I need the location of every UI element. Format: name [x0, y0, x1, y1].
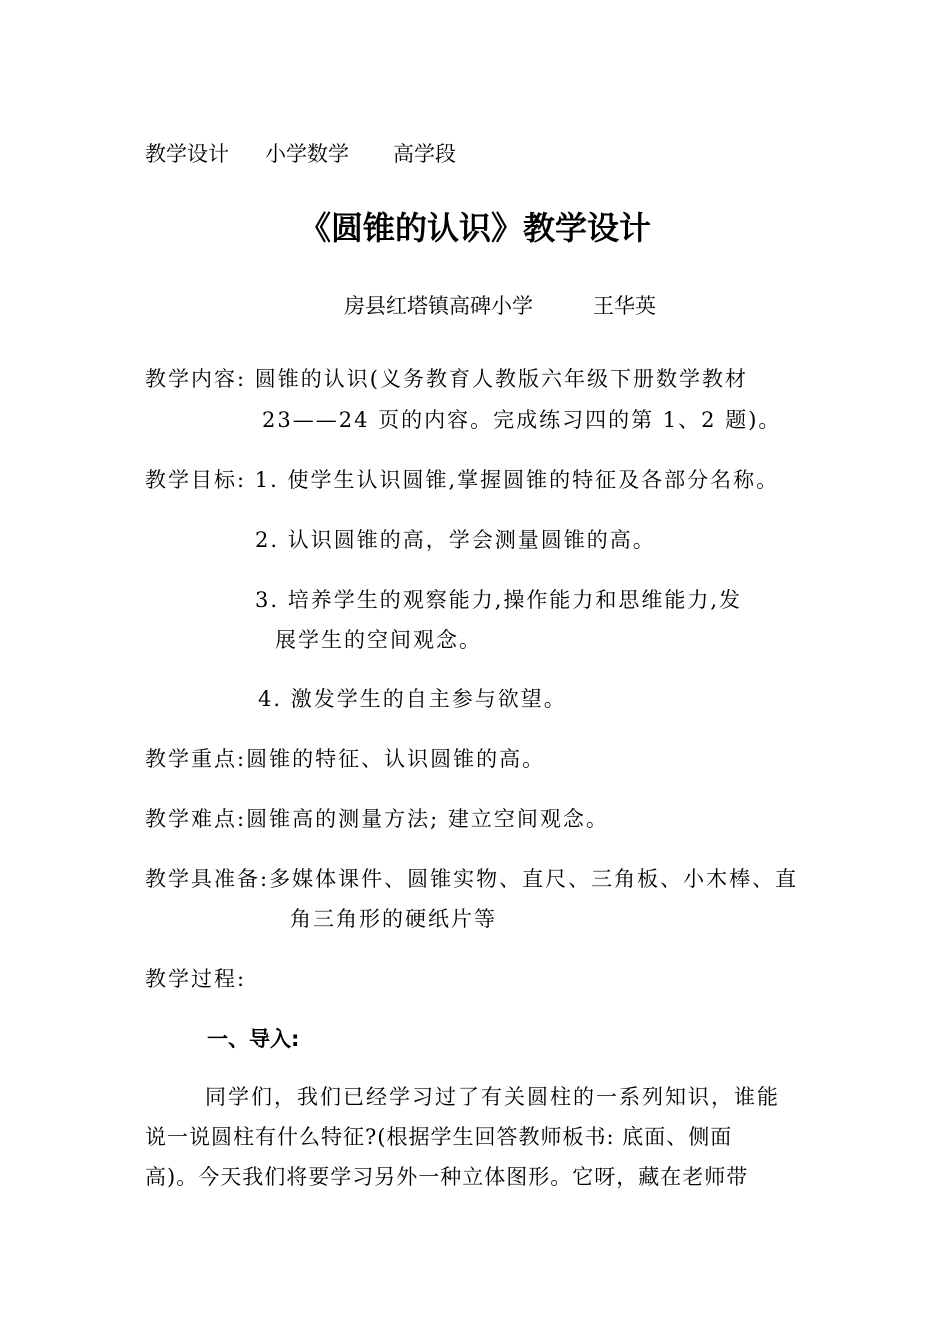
key-points-line [145, 747, 545, 771]
difficulties-line [145, 807, 609, 831]
materials-text-2: 角三角形的硬纸片等 [290, 907, 497, 931]
goal-item-2: 2. 认识圆锥的高，学会测量圆锥的高。 [255, 528, 656, 552]
key-points-text: 圆锥的特征、认识圆锥的高。 [246, 747, 546, 771]
content-text-1: 圆锥的认识(义务教育人教版六年级下册数学教材 [254, 367, 748, 391]
header-line [145, 142, 456, 166]
header-label-design: 教学设计 [145, 142, 229, 166]
difficulties-label: 教学难点: [145, 807, 247, 831]
materials-line-1 [145, 867, 798, 891]
document-title: 《圆锥的认识》教学设计 [298, 209, 651, 247]
content-text-2: 23——24 页的内容。完成练习四的第 1、2 题)。 [262, 408, 782, 432]
key-points-label: 教学重点: [145, 747, 247, 771]
section-heading-intro: 一、导入: [207, 1027, 300, 1051]
materials-text-1: 多媒体课件、圆锥实物、直尺、三角板、小木棒、直 [269, 867, 799, 891]
content-label: 教学内容: [145, 367, 247, 391]
intro-paragraph-line-1: 同学们，我们已经学习过了有关圆柱的一系列知识，谁能 [205, 1085, 780, 1109]
process-label: 教学过程: [145, 967, 247, 991]
header-label-level: 高学段 [393, 142, 456, 166]
goals-label: 教学目标: [145, 468, 247, 492]
content-line-1 [145, 367, 748, 391]
materials-label: 教学具准备: [145, 867, 270, 891]
goal-item-1: 1. 使学生认识圆锥,掌握圆锥的特征及各部分名称。 [254, 468, 780, 492]
author-line [0, 294, 950, 318]
difficulties-text: 圆锥高的测量方法; 建立空间观念。 [246, 807, 609, 831]
intro-paragraph-line-2: 说一说圆柱有什么特征?(根据学生回答教师板书: 底面、侧面 [145, 1125, 733, 1149]
header-label-subject: 小学数学 [265, 142, 349, 166]
intro-paragraph-line-3: 高)。今天我们将要学习另外一种立体图形。它呀，藏在老师带 [145, 1165, 749, 1189]
author-name: 王华英 [593, 294, 656, 318]
goal-item-4: 4. 激发学生的自主参与欲望。 [258, 687, 567, 711]
goal-item-3-line-1: 3. 培养学生的观察能力,操作能力和思维能力,发 [255, 588, 743, 612]
author-school: 房县红塔镇高碑小学 [344, 294, 533, 318]
goals-line-1 [145, 468, 779, 492]
goal-item-3-line-2: 展学生的空间观念。 [275, 628, 482, 652]
